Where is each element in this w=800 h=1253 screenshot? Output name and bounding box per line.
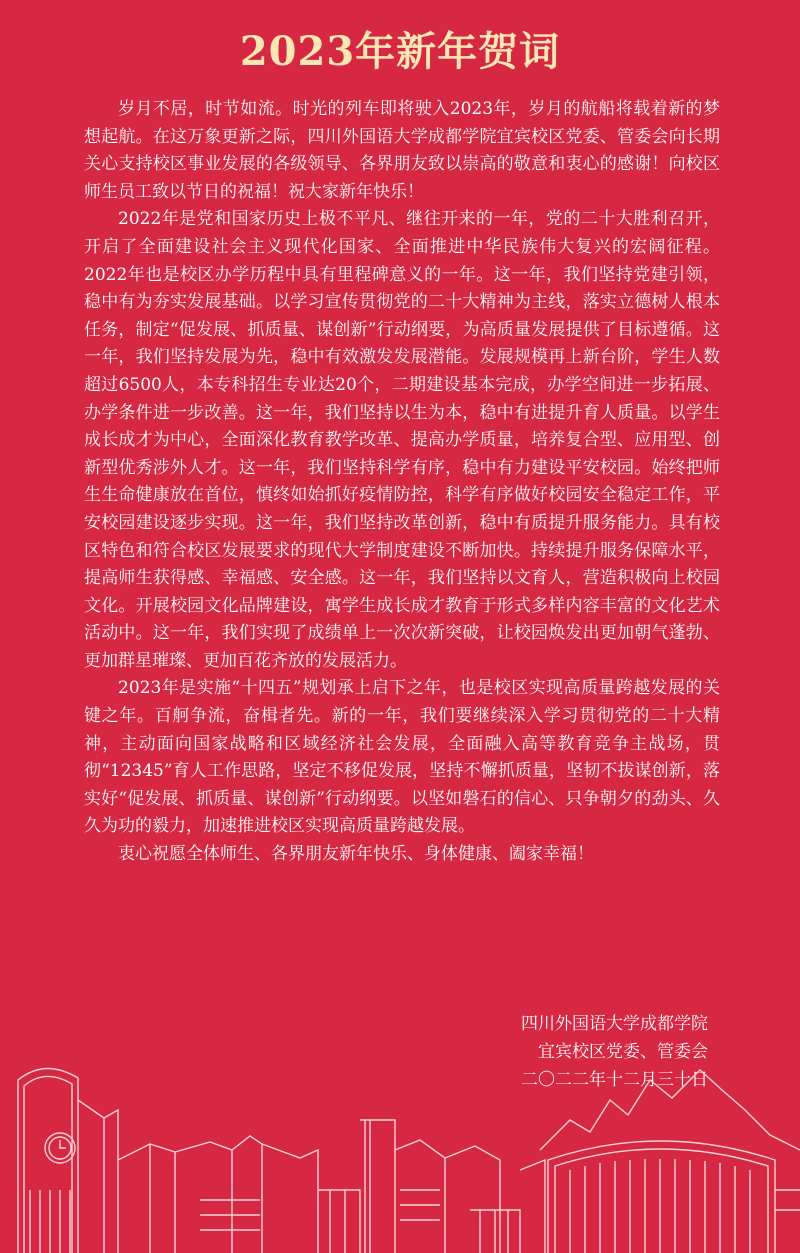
campus-skyline-illustration (0, 1040, 800, 1253)
signature-committee: 宜宾校区党委、管委会 (538, 1042, 708, 1062)
paragraph-wishes: 衷心祝愿全体师生、各界朋友新年快乐、身体健康、阖家幸福！ (118, 844, 594, 865)
paragraph-review-2022: 2022年是党和国家历史上极不平凡、继往开来的一年，党的二十大胜利召开，开启了全面建设社会主义现代化国家、全面推进中华民族伟大复兴的宏阔征程。2022年也是校区办学历程中具有里程碑意义的一年。这一年，我们坚持党建引领，稳中有为夯实发展基础。以学习宣传贯彻党的二十大精神为主线，落实立德树人根本任务，制定“促发展、抓质量、谋创新”行动纲要，为高质量发展提供了目标遵循。这一年，我们坚持发展为先，稳中有效激发发展潜能。发展规模再上新台阶，学生人数超过6500人，本专科招生专业达20个，二期建设基本完成，办学空间进一步拓展、办学条件进一步改善。这一年，我们坚持以生为本，稳中有进提升育人质量。以学生成长成才为中心，全面深化教育教学改革、提高办学质量，培养复合型、应用型、创新型优秀涉外人才。这一年，我们坚持科学有序，稳中有力建设平安校园。始终把师生生命健康放在首位，慎终如始抓好疫情防控，科学有序做好校园安全稳定工作，平安校园建设逐步实现。这一年，我们坚持改革创新，稳中有质提升服务能力。具有校区特色和符合校区发展要求的现代大学制度建设不断加快。持续提升服务保障水平，提高师生获得感、幸福感、安全感。这一年，我们坚持以文育人，营造积极向上校园文化。开展校园文化品牌建设，寓学生成长成才教育于形式多样内容丰富的文化艺术活动中。这一年，我们实现了成绩单上一次次新突破，让校园焕发出更加朝气蓬勃、更加群星璀璨、更加百花齐放的发展活力。 (84, 209, 720, 671)
campus-buildings-icon (118, 1120, 545, 1253)
mountain-outline-icon (540, 1070, 800, 1150)
signature-date: 二〇二二年十二月三十日 (521, 1070, 708, 1090)
paragraph-outlook-2023: 2023年是实施“十四五”规划承上启下之年，也是校区实现高质量跨越发展的关键之年。百舸争流，奋楫者先。新的一年，我们要继续深入学习贯彻党的二十大精神，主动面向国家战略和区域经济社会发展，全面融入高等教育竞争主战场，贯彻“12345”育人工作思路，坚定不移促发展，坚持不懈抓质量，坚韧不拔谋创新，落实好“促发展、抓质量、谋创新”行动纲要。以坚如磐石的信心、只争朝夕的劲头、久久为功的毅力，加速推进校区实现高质量跨越发展。 (84, 678, 720, 837)
letter-body (84, 96, 720, 869)
page-title: 2023年新年贺词 (239, 28, 561, 75)
paragraph-opening: 岁月不居，时节如流。时光的列车即将驶入2023年，岁月的航船将载着新的梦想起航。在这万象更新之际，四川外国语大学成都学院宜宾校区党委、管委会向长期关心支持校区事业发展的各级领导、各界朋友致以崇高的敬意和衷心的感谢！向校区师生员工致以节日的祝福！祝大家新年快乐！ (84, 99, 720, 202)
library-dome-icon (548, 1141, 800, 1253)
signature-institution: 四川外国语大学成都学院 (521, 1014, 708, 1034)
clock-tower-icon (18, 1068, 118, 1253)
